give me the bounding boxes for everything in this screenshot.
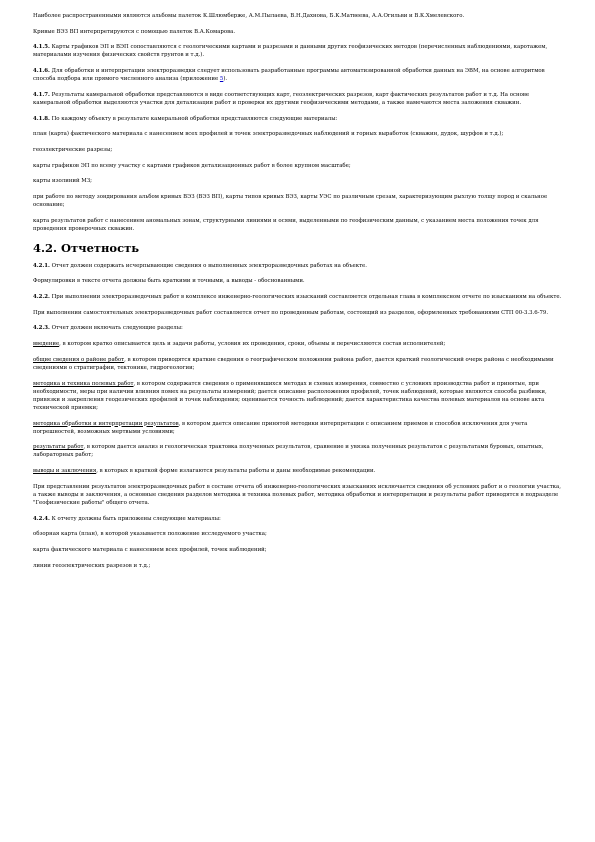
report-section-name: введение <box>33 341 60 348</box>
paragraph-4-1-6 <box>33 67 563 83</box>
paragraph-4-1-5 <box>33 43 563 59</box>
report-section-item <box>33 356 563 372</box>
clause-number: 4.1.5. <box>33 44 50 51</box>
materials-item: карта результатов работ с нанесением аномальных зонам, структурными линиями и осями, выделенными по геофизическим данным, с указанием места положения точек для проведения проверочных скважин. <box>33 217 539 233</box>
report-section-text: , в котором дается анализ и геологическая трактовка полученных результатов, сравнение и увязка полученных результатов с результатами буровых, опытных, лабораторных работ; <box>33 444 544 459</box>
report-section-text: , в котором приводятся краткие сведения о географическом положении района работ, дается краткий геологический очерк района с необходимыми сведениями о стратиграфии, тектонике, гидрогеологии; <box>33 356 554 371</box>
report-section-name: методика и техника полевых работ <box>33 380 134 387</box>
report-section-text: , в котором дается описание принятой методики интерпретации с описанием приемов и способов исключения для учета погрешностей, возможных мертвыми условиями; <box>33 420 528 435</box>
clause-number: 4.2.3. <box>33 325 50 332</box>
paragraph-4-1-8 <box>33 115 563 123</box>
clause-text: Для обработки и интерпретации электроразведки следует использовать разработанные программы автоматизированной обработки данных на ЭВМ, на основе алгоритмов способа подбора или прямого численного анализа (приложение <box>33 68 545 83</box>
paragraph: Кривые ВЭЗ ВП интерпретируются с помощью палеток В.А.Комарова. <box>33 28 236 35</box>
materials-item: карты изолиний МЗ; <box>33 178 93 185</box>
appendix-item: обзорная карта (план), в которой указывается положение исследуемого участка; <box>33 531 267 538</box>
clause-text: Отчет должен включать следующие разделы: <box>51 325 183 332</box>
clause-text: К отчету должны быть приложены следующие материалы: <box>51 515 221 522</box>
clause-number: 4.1.8. <box>33 115 50 122</box>
report-section-text: , в котором содержатся сведения о применявшихся методах и схемах измерения, совместно с условиях производства работ и принятые, при необходимости, меры при наличии влияния помех на результаты измерений; дается описание расположения профилей, точек наблюдений, которые являются способа разбивки, привязки и закрепления геодезических профилей и точек наблюдения; оценивается точность наблюдений; дается характеристика качества полевых материалов на основе акта технической приемки; <box>33 380 547 411</box>
materials-item: при работе по методу зондирования альбом кривых ВЭЗ (ВЭЗ ВП), карты типов кривых ВЭЗ, карты УЭС по различным срезам, характеризующим рыхлую толщу пород и скальное основание; <box>33 194 548 209</box>
materials-item: геоэлектрические разрезы; <box>33 147 113 154</box>
clause-number: 4.1.6. <box>33 68 50 75</box>
clause-text: По каждому объекту в результате камеральной обработки представляются следующие материалы: <box>51 115 338 122</box>
paragraph-4-1-7 <box>33 91 563 107</box>
paragraph-4-2-3 <box>33 324 563 332</box>
clause-text-end: ). <box>223 76 228 83</box>
clause-number: 4.1.7. <box>33 91 50 98</box>
report-section-item <box>33 340 563 348</box>
appendix-link[interactable]: 5 <box>219 76 224 83</box>
report-section-text: , в котором кратко описывается цель и задачи работы, условия их проведения, сроки, объемы и перечисляются состав исполнителей; <box>59 341 446 348</box>
paragraph: Наиболее распространенными являются альбомы палеток К.Шлюмберже, А.М.Пылаева, В.Н.Дахнова, Б.К.Матвеева, А.А.Огильви и В.К.Хмелевского. <box>33 13 465 19</box>
materials-item: план (карта) фактического материала с нанесением всех профилей и точек электроразведочных наблюдений и горных выработок (скважин, дудок, шурфов и т.д.); <box>33 131 504 138</box>
paragraph: При выполнении самостоятельных электроразведочных работ составляется отчет по проведенным работам, состоящий из разделов, оформленных требованиями СТП 00-3.3.6-79. <box>33 309 549 316</box>
report-section-item <box>33 467 563 475</box>
clause-text: Карты графиков ЭП и ВЭП сопоставляются с геологическими картами и разрезами и данными других геофизических методов (перечисленных наблюдениями, каротажем, материалами изучения физических свойств грунтов и т.д.). <box>33 44 548 59</box>
report-section-item <box>33 420 563 436</box>
paragraph-4-2-1 <box>33 262 563 270</box>
clause-number: 4.2.4. <box>33 515 50 522</box>
paragraph: Формулировки в тексте отчета должны быть краткими и точными, а выводы - обоснованными. <box>33 278 305 285</box>
section-heading: 4.2. Отчетность <box>33 240 140 255</box>
report-section-name: выводы и заключения <box>33 468 97 475</box>
appendix-item: линии геоэлектрических разрезов и т.д.; <box>33 562 151 569</box>
paragraph-4-2-4 <box>33 515 563 523</box>
document-page <box>33 12 563 577</box>
report-section-text: , в которых в краткой форме излагаются результаты работы и даны необходимые рекомендации. <box>96 468 376 475</box>
appendix-item: карта фактического материала с нанесением всех профилей, точек наблюдений; <box>33 547 267 554</box>
paragraph: При представлении результатов электроразведочных работ в составе отчета об инженерно-геологических изысканиях исключается сведения об условиях работ и о геологии участка, а также выводы и заключения, а основные сведения разделов методика и техника полевых работ, методика обработки и интерпретации и результаты работ приводятся в подразделе "Геофизические работы" общего отчета. <box>33 483 561 507</box>
materials-item: карты графиков ЭП по всему участку с картами графиков детализационных работ в более крупном масштабе; <box>33 162 351 169</box>
report-section-name: методика обработки и интерпретации результатов <box>33 420 179 427</box>
report-section-name: общие сведения о районе работ <box>33 356 125 363</box>
paragraph-4-2-2 <box>33 293 563 301</box>
clause-text: При выполнении электроразведочных работ в комплексе инженерно-геологических изысканий составляется отдельная глава в комплексном отчете по изысканиям на объекте. <box>51 294 562 301</box>
clause-text: Результаты камеральной обработки представляются в виде соответствующих карт, геоэлектрических разрезов, карт фактических результатов работ и т.д. На основе камеральной обработки выделяются участки для детализации работ и проверки их другими геофизическими методами, а также намечаются места заложения скважин. <box>33 91 530 107</box>
report-section-item <box>33 380 563 412</box>
clause-number: 4.2.1. <box>33 262 50 269</box>
report-section-item <box>33 443 563 459</box>
clause-text: Отчет должен содержать исчерпывающие сведения о выполненных электроразведочных работах на объекте. <box>51 262 367 269</box>
clause-number: 4.2.2. <box>33 294 50 301</box>
report-section-name: результаты работ <box>33 444 84 451</box>
